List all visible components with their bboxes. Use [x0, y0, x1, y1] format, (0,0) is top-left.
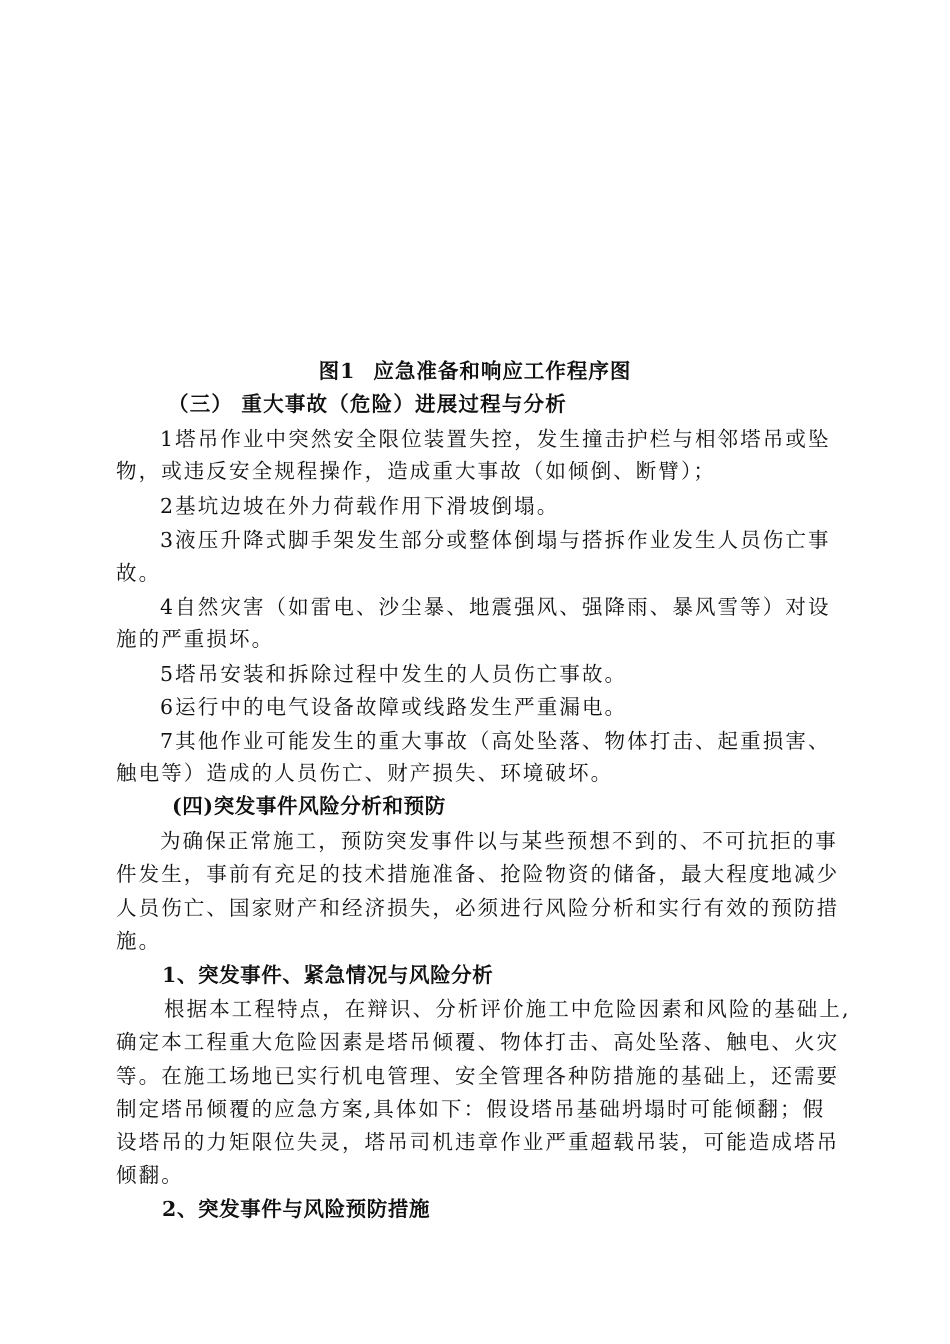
item-1-line-2: 物，或违反安全规程操作，造成重大事故（如倾倒、断臂）； [116, 459, 716, 483]
subsection-1-line-6: 倾翻。 [116, 1163, 184, 1187]
item-7-line-1: 7其他作业可能发生的重大事故（高处坠落、物体打击、起重损害、 [160, 729, 831, 753]
figure-placeholder-area [116, 40, 836, 340]
item-1-line-1: 1塔吊作业中突然安全限位装置失控，发生撞击护栏与相邻塔吊或坠 [160, 427, 831, 451]
item-6-line-1: 6运行中的电气设备故障或线路发生严重漏电。 [160, 695, 628, 719]
section-four-intro-line-4: 施。 [116, 929, 162, 953]
item-7-line-2: 触电等）造成的人员伤亡、财产损失、环境破坏。 [116, 761, 614, 785]
figure-number: 图1 [318, 359, 356, 383]
figure-title: 应急准备和响应工作程序图 [373, 359, 632, 383]
section-three-heading: （三） 重大事故（危险）进展过程与分析 [168, 392, 567, 416]
item-2-line-1: 2基坑边坡在外力荷载作用下滑坡倒塌。 [160, 494, 560, 518]
figure-caption [0, 356, 950, 386]
subsection-2-heading: 2、突发事件与风险预防措施 [162, 1197, 431, 1221]
item-3-line-1: 3液压升降式脚手架发生部分或整体倒塌与搭拆作业发生人员伤亡事 [160, 528, 831, 552]
item-4-line-2: 施的严重损坏。 [116, 627, 275, 651]
subsection-1-line-2: 确定本工程重大危险因素是塔吊倾覆、物体打击、高处坠落、触电、火灾 [116, 1030, 840, 1054]
item-5-line-1: 5塔吊安装和拆除过程中发生的人员伤亡事故。 [160, 662, 628, 686]
section-four-intro-line-3: 人员伤亡、国家财产和经济损失，必须进行风险分析和实行有效的预防措 [116, 896, 840, 920]
subsection-1-line-3: 等。在施工场地已实行机电管理、安全管理各种防措施的基础上，还需要 [116, 1064, 840, 1088]
subsection-1-line-5: 设塔吊的力矩限位失灵，塔吊司机违章作业严重超载吊装，可能造成塔吊 [116, 1130, 840, 1154]
section-four-heading: (四)突发事件风险分析和预防 [172, 794, 446, 818]
subsection-1-line-1: 根据本工程特点，在辩识、分析评价施工中危险因素和风险的基础上, [164, 997, 851, 1021]
section-four-intro-line-2: 件发生，事前有充足的技术措施准备、抢险物资的储备，最大程度地减少 [116, 862, 840, 886]
section-four-intro-line-1: 为确保正常施工，预防突发事件以与某些预想不到的、不可抗拒的事 [160, 829, 838, 853]
item-3-line-2: 故。 [116, 561, 162, 585]
subsection-1-heading: 1、突发事件、紧急情况与风险分析 [162, 963, 494, 987]
subsection-1-line-4: 制定塔吊倾覆的应急方案,具体如下：假设塔吊基础坍塌时可能倾翻；假 [116, 1097, 826, 1121]
item-4-line-1: 4自然灾害（如雷电、沙尘暴、地震强风、强降雨、暴风雪等）对设 [160, 595, 831, 619]
